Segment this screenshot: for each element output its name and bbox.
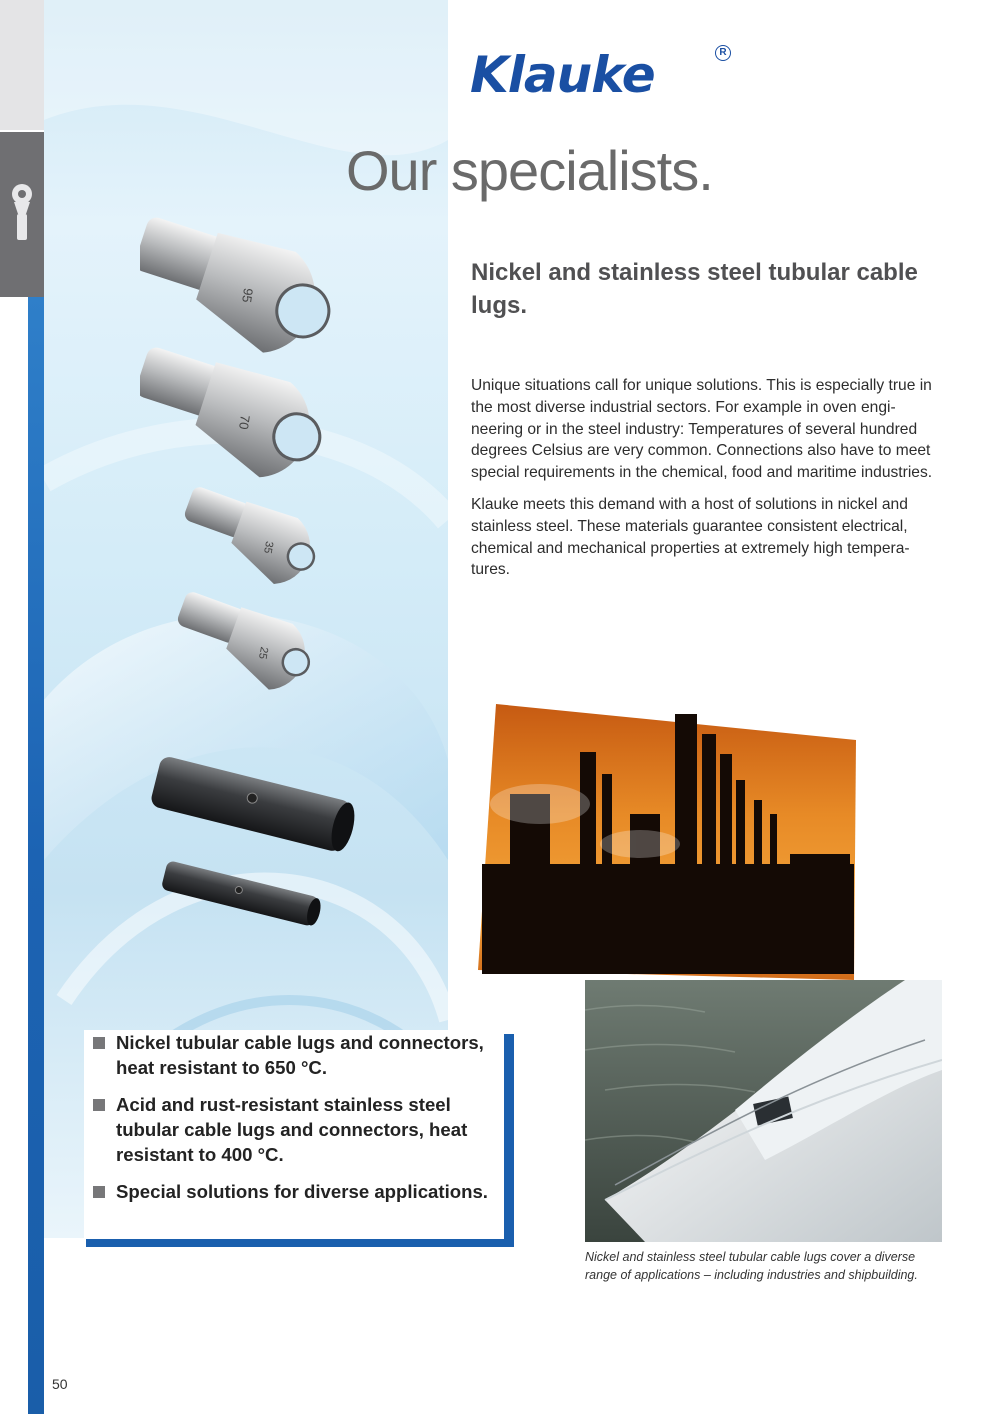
- cable-lug-95: [140, 205, 344, 368]
- bullet-square-icon: [93, 1037, 105, 1049]
- cable-lug-25: [165, 586, 320, 699]
- feature-item: Special solutions for diverse applications.: [92, 1179, 502, 1204]
- cable-lug-35: [172, 481, 325, 594]
- cable-lug-icon: [8, 182, 36, 244]
- tubular-connector-small: [161, 860, 324, 928]
- refinery-photo: [470, 704, 856, 980]
- bullet-square-icon: [93, 1186, 105, 1198]
- product-illustrations: [140, 195, 380, 940]
- tubular-connector-large: [149, 755, 359, 855]
- body-paragraph-1: Unique situations call for unique solutions. This is especially true in the most diverse industrial sectors. For example in oven engineering or in the steel industry: Temperatures of several hundred degrees Celsius are very common. Connections also have to meet special requirements in the chemical, food and maritime industries.: [471, 377, 933, 482]
- logo-wordmark: Klauke: [470, 46, 655, 104]
- lug-label-35: 35: [261, 540, 276, 555]
- section-subheadline: Nickel and stainless steel tubular cable lugs.: [471, 259, 918, 319]
- feature-item: Nickel tubular cable lugs and connectors, heat resistant to 650 °C.: [92, 1030, 502, 1080]
- feature-item: Acid and rust-resistant stainless steel tubular cable lugs and connectors, heat resistant to 400 °C.: [92, 1092, 502, 1167]
- page-number: 50: [52, 1376, 68, 1392]
- lug-label-25: 25: [256, 645, 270, 661]
- klauke-logo: [470, 45, 730, 105]
- margin-strip-blue: [28, 297, 44, 1414]
- bullet-square-icon: [93, 1099, 105, 1111]
- section-tab: [0, 132, 44, 297]
- registered-mark: R: [715, 45, 731, 61]
- body-paragraph-2: Klauke meets this demand with a host of solutions in nickel and stainless steel. These materials guarantee consistent electrical, chemical and mechanical properties at extremely high temperatures.: [471, 495, 910, 579]
- body-copy: [471, 375, 941, 591]
- margin-strip-white: [0, 297, 28, 1414]
- page-headline: Our specialists.: [346, 139, 713, 202]
- cable-lug-70: [140, 337, 334, 491]
- margin-strip-grey: [0, 0, 44, 130]
- boat-photo: [585, 980, 942, 1242]
- lug-label-95: 95: [239, 287, 257, 304]
- photo-caption: Nickel and stainless steel tubular cable lugs cover a diverse range of applications – including industries and shipbuilding.: [585, 1250, 918, 1282]
- feature-list: [92, 1030, 502, 1216]
- lug-label-70: 70: [235, 414, 253, 431]
